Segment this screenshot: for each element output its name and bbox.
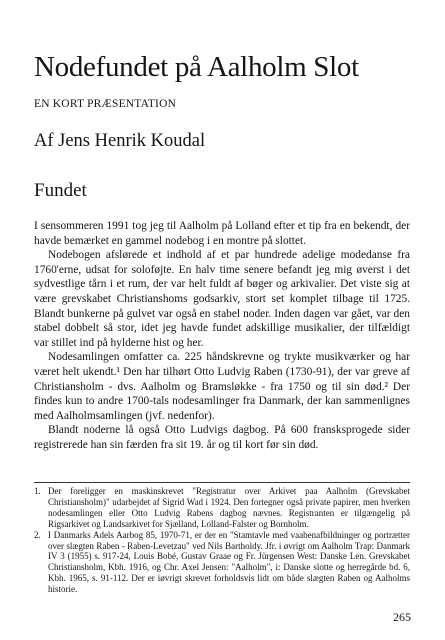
- body-paragraph: I sensommeren 1991 tog jeg til Aalholm på Lolland efter et tip fra en bekendt, der havde bemærket en gammel nodebog i en montre på slottet.: [34, 220, 410, 247]
- body-paragraph: Nodesamlingen omfatter ca. 225 håndskrevne og trykte musikværker og har været helt ukendt.¹ Den har tilhørt Otto Ludvig Raben (1730-91), der var greve af Christiansholm - dvs. Aalholm og Bramsløkke - fra 1750 og til sin død.² Der findes kun to andre 1700-tals nodesamlinger fra Danmark, der kan sammenlignes med Aalholmsamlingen (jvf. nedenfor).: [34, 351, 410, 422]
- article-subtitle: EN KORT PRÆSENTATION: [34, 98, 177, 110]
- article-title: Nodefundet på Aalholm Slot: [34, 51, 359, 83]
- footnote-number: 1.: [34, 486, 41, 496]
- footnote-divider: [34, 482, 410, 483]
- section-heading: Fundet: [34, 180, 87, 201]
- article-author: Af Jens Henrik Koudal: [34, 131, 206, 151]
- footnote: [34, 486, 410, 530]
- footnote-text: Der foreligger en maskinskrevet "Registratur over Arkivet paa Aalholm (Grevskabet Christiansholm)" udarbejdet af Sigrid Wad i 1924. Den fortegner også private papirer, men hverken nodesamlingen eller Otto Ludvig Rabens dagbog nævnes. Registranten er tilgængelig på Rigsarkivet og Landsarkivet for Sjælland, Lolland-Falster og Bornholm.: [48, 486, 410, 529]
- body-paragraph: Blandt noderne lå også Otto Ludvigs dagbog. På 600 fransksprogede sider registrerede han sin færden fra sit 19. år og til kort før sin død.: [34, 424, 410, 451]
- footnote: [34, 530, 410, 595]
- article-body: [34, 219, 410, 453]
- body-paragraph: Nodebogen afslørede et indhold af et par hundrede adelige modedanse fra 1760'erne, udsat for soloføjte. En halv time senere befandt jeg mig øverst i det sydvestlige tårn i et rum, der var helt fuldt af bøger og arkivalier. Det viste sig at være grevskabet Christianshoms godsarkiv, stort set komplet tilbage til 1725. Blandt bunkerne på gulvet var også en stabel noder. Inden dagen var gået, var den stabel dobbelt så stor, idet jeg havde fundet adskillige musikalier, der tilfældigt var stillet ind på hylderne hist og her.: [34, 249, 410, 349]
- footnotes: [34, 486, 410, 595]
- page-number: 265: [393, 610, 411, 624]
- footnote-text: I Danmarks Adels Aarbog 85, 1970-71, er der en "Stamtavle med vaabenafbildninger og portrætter over slægten Raben - Raben-Levetzau" ved Nils Bartholdy. Jfr. i øvrigt om Aalholm Trap: Danmark IV 3 (1955) s. 917-24, Louis Bobé, Gustav Graae og Fr. Jürgensen West: Danske Len. Grevskabet Christiansholm, Kbh. 1916, og Chr. Axel Jensen: "Aalholm", i: Danske slotte og herregårde bd. 6, Kbh. 1965, s. 91-112. Der er iøvrigt skrevet forholdsvis lidt om både slægten Raben og Aalholms historie.: [48, 529, 410, 595]
- footnote-number: 2.: [34, 529, 41, 540]
